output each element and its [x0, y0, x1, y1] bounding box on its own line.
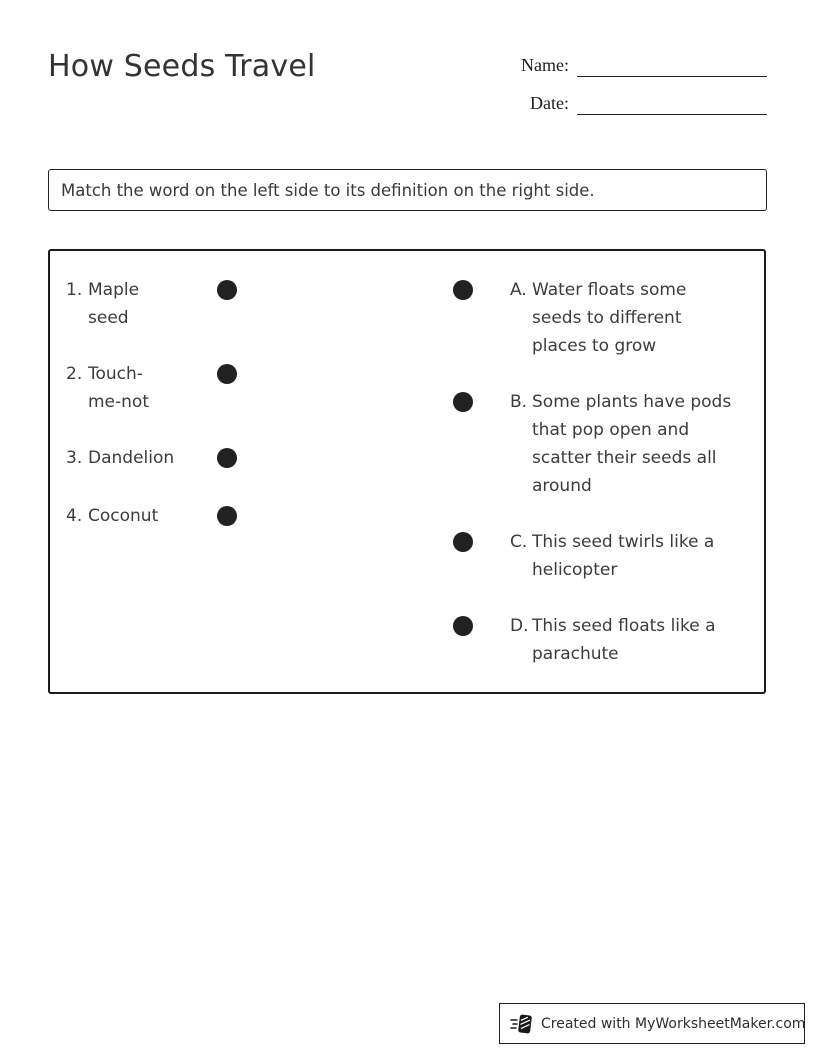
- right-item-text-line: This seed twirls like a: [532, 532, 715, 552]
- date-write-line: [577, 91, 767, 115]
- credit-badge[interactable]: [499, 1003, 805, 1044]
- right-item-text-line: places to grow: [532, 336, 657, 356]
- right-item-text: [532, 612, 716, 668]
- worksheet-maker-logo-icon: [510, 1012, 534, 1036]
- left-item-dandelion: [66, 444, 174, 472]
- match-dot-left-1[interactable]: [217, 280, 237, 300]
- left-item-number: 4.: [66, 506, 83, 526]
- instruction-text: Match the word on the left side to its definition on the right side.: [61, 180, 595, 200]
- left-item-maple-seed: [66, 276, 139, 332]
- left-item-text: [88, 444, 174, 472]
- instruction-box: [48, 169, 767, 211]
- left-item-text: [88, 502, 158, 530]
- left-item-text-line: me-not: [88, 392, 149, 412]
- right-item-text: [532, 528, 714, 584]
- right-item-text-line: that pop open and: [532, 420, 690, 440]
- left-item-text-line: Touch-: [88, 364, 143, 384]
- left-item-number: 3.: [66, 448, 83, 468]
- right-item-letter: A.: [510, 280, 527, 300]
- right-item-letter: B.: [510, 392, 528, 412]
- credit-text: Created with MyWorksheetMaker.com: [541, 1015, 806, 1032]
- matching-exercise-box: [48, 249, 766, 694]
- right-item-b: [510, 388, 731, 500]
- right-item-text: [532, 388, 731, 500]
- left-item-text: [88, 360, 149, 416]
- name-write-line: [577, 53, 767, 77]
- right-item-text-line: Water floats some: [532, 280, 687, 300]
- left-item-number: 1.: [66, 280, 83, 300]
- match-dot-right-b[interactable]: [453, 392, 473, 412]
- left-item-text-line: Dandelion: [88, 448, 175, 468]
- right-item-letter: C.: [510, 532, 528, 552]
- right-item-letter: D.: [510, 616, 529, 636]
- right-item-text-line: seeds to different: [532, 308, 682, 328]
- name-label: Name:: [521, 55, 569, 75]
- left-item-text-line: Maple: [88, 280, 140, 300]
- match-dot-right-a[interactable]: [453, 280, 473, 300]
- right-item-a: [510, 276, 686, 360]
- right-item-text-line: Some plants have pods: [532, 392, 732, 412]
- left-item-touch-me-not: [66, 360, 149, 416]
- right-item-d: [510, 612, 716, 668]
- right-item-text-line: This seed floats like a: [532, 616, 716, 636]
- name-field-row: [521, 53, 767, 77]
- right-item-c: [510, 528, 714, 584]
- right-item-text-line: scatter their seeds all: [532, 448, 717, 468]
- match-dot-left-2[interactable]: [217, 364, 237, 384]
- right-item-text: [532, 276, 686, 360]
- match-dot-left-3[interactable]: [217, 448, 237, 468]
- date-field-row: [530, 91, 767, 115]
- left-item-text-line: Coconut: [88, 506, 159, 526]
- match-dot-right-c[interactable]: [453, 532, 473, 552]
- left-item-coconut: [66, 502, 158, 530]
- right-item-text-line: helicopter: [532, 560, 618, 580]
- match-dot-right-d[interactable]: [453, 616, 473, 636]
- date-label: Date:: [530, 93, 569, 113]
- left-item-text: [88, 276, 139, 332]
- left-item-number: 2.: [66, 364, 83, 384]
- right-item-text-line: around: [532, 476, 592, 496]
- right-item-text-line: parachute: [532, 644, 619, 664]
- match-dot-left-4[interactable]: [217, 506, 237, 526]
- left-item-text-line: seed: [88, 308, 129, 328]
- page-title: How Seeds Travel: [48, 49, 316, 84]
